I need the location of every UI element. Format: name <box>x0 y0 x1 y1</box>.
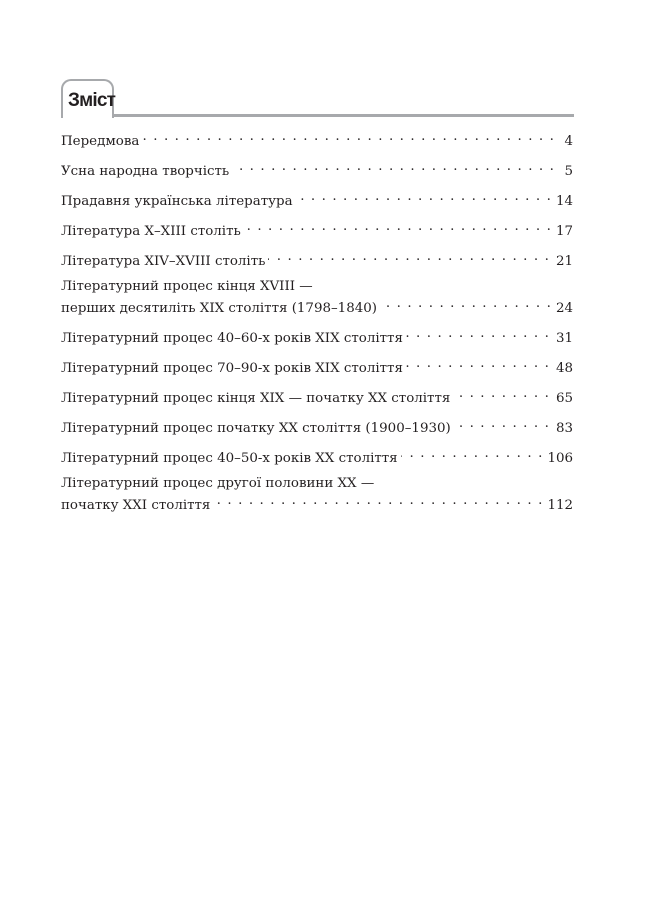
toc-entry-folklore[interactable] <box>61 158 573 180</box>
toc-entry-page: 17 <box>555 224 573 239</box>
dot-leader <box>268 248 552 265</box>
contents-title: Зміст <box>68 90 116 111</box>
dot-leader <box>453 385 552 402</box>
toc-entry-title: Літературний процес кінця XIX — початку XX століття <box>61 390 453 407</box>
toc-entry-page: 4 <box>564 134 573 149</box>
toc-entry-title-line-2: перших десятиліть XIX століття (1798–1840) <box>61 300 380 317</box>
toc-entry-title: Літературний процес 70–90-х років XIX століття <box>61 360 406 377</box>
toc-entry-x-xiii[interactable] <box>61 218 573 240</box>
toc-entry-page: 21 <box>555 254 573 269</box>
toc-entry-page: 5 <box>564 164 573 179</box>
toc-entry-70-90s-xix[interactable] <box>61 355 573 377</box>
toc-entry-page: 48 <box>555 361 573 376</box>
toc-entry-title: Усна народна творчість <box>61 163 232 180</box>
toc-entry-title: Літературний процес 40–50-х років XX століття <box>61 450 401 467</box>
toc-entry-title: Література X–XIII століть <box>61 223 244 240</box>
dot-leader <box>401 445 544 462</box>
toc-entry-title: Літературний процес 40–60-х років XIX століття <box>61 330 406 347</box>
toc-entry-page: 24 <box>555 301 573 316</box>
dot-leader <box>213 492 543 509</box>
toc-entry-end-xix-start-xx[interactable] <box>61 385 573 407</box>
toc-entry-xiv-xviii[interactable] <box>61 248 573 270</box>
toc-entry-title: Література XIV–XVIII століть <box>61 253 268 270</box>
contents-tab <box>61 79 114 118</box>
dot-leader <box>232 158 555 175</box>
header-rule <box>112 114 574 117</box>
toc-entry-40-50s-xx[interactable] <box>61 445 573 467</box>
toc-entry-title-line-1: Літературний процес другої половини XX — <box>61 476 375 491</box>
toc-entry-title-line-1: Літературний процес кінця XVIII — <box>61 279 313 294</box>
dot-leader <box>454 415 552 432</box>
toc-entry-preface[interactable] <box>61 128 573 150</box>
dot-leader <box>142 128 555 145</box>
toc-entry-page: 65 <box>555 391 573 406</box>
dot-leader <box>406 325 552 342</box>
toc-entry-page: 31 <box>555 331 573 346</box>
dot-leader <box>296 188 552 205</box>
toc-entry-page: 112 <box>547 498 573 513</box>
table-of-contents <box>61 128 573 522</box>
toc-entry-title: Прадавня українська література <box>61 193 296 210</box>
dot-leader <box>406 355 552 372</box>
toc-entry-title: Літературний процес початку XX століття (1900–1930) <box>61 420 454 437</box>
toc-entry-1798-1840[interactable] <box>61 278 573 317</box>
toc-entry-late-xx-early-xxi[interactable] <box>61 475 573 514</box>
toc-entry-1900-1930[interactable] <box>61 415 573 437</box>
toc-entry-title-line-2: початку XXI століття <box>61 497 213 514</box>
toc-entry-ancient-literature[interactable] <box>61 188 573 210</box>
toc-entry-page: 83 <box>555 421 573 436</box>
dot-leader <box>244 218 552 235</box>
toc-entry-40-60s-xix[interactable] <box>61 325 573 347</box>
toc-entry-page: 106 <box>547 451 573 466</box>
dot-leader <box>380 295 552 312</box>
contents-header <box>61 79 574 118</box>
toc-entry-title: Передмова <box>61 133 142 150</box>
toc-entry-page: 14 <box>555 194 573 209</box>
